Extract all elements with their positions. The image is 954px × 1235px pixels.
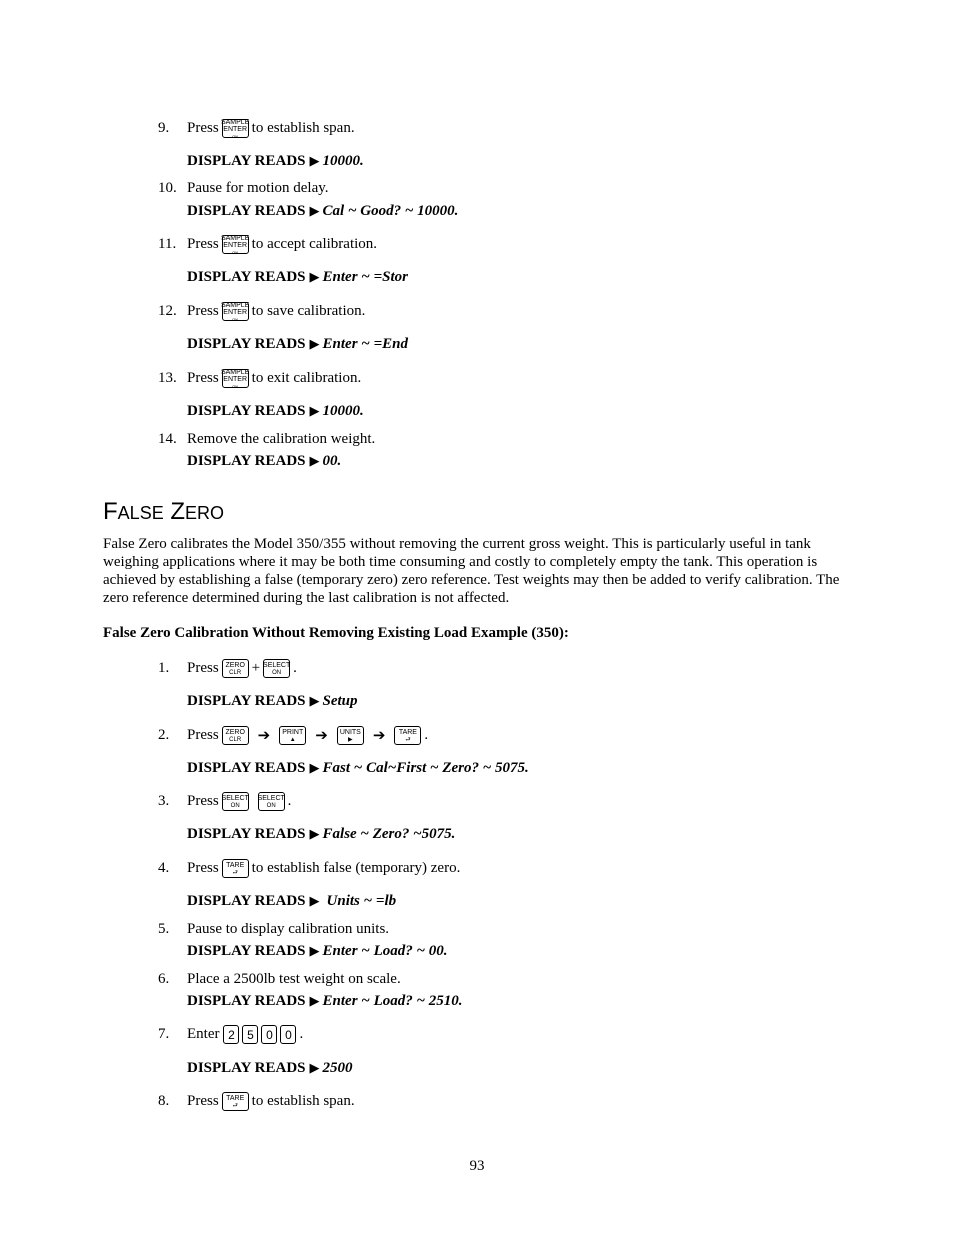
display-reads: DISPLAY READS ▶ Units ~ =lb (187, 893, 397, 909)
sample-enter-key-icon: SAMPLE ENTER ON (220, 234, 250, 255)
digit-key-icon: 2 (223, 1025, 239, 1044)
display-reads: DISPLAY READS ▶ Enter ~ =Stor (187, 269, 408, 285)
display-reads: DISPLAY READS ▶ False ~ Zero? ~5075. (187, 826, 456, 842)
display-reads: DISPLAY READS ▶ Enter ~ Load? ~ 00. (187, 943, 448, 959)
zero-clr-key-icon: ZERO CLR (222, 726, 249, 745)
right-arrow-icon: ➔ (315, 726, 328, 744)
sample-enter-key-icon: SAMPLE ENTER ON (220, 368, 250, 389)
select-on-key-icon: SELECT ON (263, 659, 290, 678)
tare-return-key-icon: TARE ⮐ (394, 726, 421, 745)
display-reads: DISPLAY READS ▶ Setup (187, 693, 358, 709)
display-reads: DISPLAY READS ▶ 2500 (187, 1060, 353, 1076)
display-reads: DISPLAY READS ▶ 10000. (187, 403, 364, 419)
step-text: Press (187, 120, 219, 136)
digit-key-icon: 5 (242, 1025, 258, 1044)
select-on-key-icon: SELECT ON (222, 792, 249, 811)
step-number: 9. (158, 120, 170, 136)
units-right-key-icon: UNITS ▶ (337, 726, 364, 745)
tare-return-key-icon: TARE ⮐ (222, 1092, 249, 1111)
section-heading: FALSE ZERO (103, 498, 225, 525)
digit-key-icon: 0 (280, 1025, 296, 1044)
example-subheading: False Zero Calibration Without Removing Existing Load Example (350): (103, 625, 569, 641)
right-arrow-icon: ➔ (372, 726, 386, 744)
tare-return-key-icon: TARE ⮐ (222, 859, 249, 878)
step-text: to establish span. (251, 120, 355, 136)
sample-enter-key-icon: SAMPLE ENTER ON (220, 118, 250, 139)
display-reads: DISPLAY READS ▶ Cal ~ Good? ~ 10000. (187, 203, 459, 219)
page-number: 93 (469, 1158, 485, 1174)
display-reads: DISPLAY READS ▶ Fast ~ Cal~First ~ Zero? ~ 5075. (187, 760, 529, 776)
select-on-key-icon: SELECT ON (258, 792, 285, 811)
display-reads: DISPLAY READS ▶ Enter ~ =End (187, 336, 408, 352)
zero-clr-key-icon: ZERO CLR (222, 659, 249, 678)
display-reads: DISPLAY READS ▶ Enter ~ Load? ~ 2510. (187, 993, 463, 1009)
display-reads: DISPLAY READS ▶ 00. (187, 453, 342, 469)
right-arrow-icon: ➔ (257, 726, 271, 744)
manual-page: 9. Press SAMPLE ENTER ON to establish span. DISPLAY READS ▶ 10000. 10. Pause for motion delay. DISPLAY READS ▶ Cal ~ Good? ~ 10000. 11. Press SAMPLE ENTER ON to accept calibration. DISPLAY READS ▶ Enter ~ =Stor 12. Press SAMPLE ENTER ON to save calibration. DISPLAY READS ▶ Enter ~ =End 13. Press SAMPLE ENTER ON to exit calibration. DISPLAY READS ▶ 10000. 14. Remove the calibration weight. DISPLAY READS ▶ 00. FALSE ZERO False Zero calibrates the Model 350/355 without removing the current gross weight. This is particularly useful in tank weighing applications where it may be both time consuming and costly to completely empty the tank. This operation is achieved by establishing a false (temporary zero) zero reference. Test weights may then be added to verify calibration. The zero reference determined during the last calibration is not affected. False Zero Calibration Without Removing Existing Load Example (350): 1. Press ZERO CLR + SELECT ON . DISPLAY READS ▶ Setup 2. Press ZERO CLR ➔ PRINT ▲ ➔ UNITS ▶ ➔ TARE ⮐ . DISPLAY READS ▶ Fast ~ Cal~First ~ Zero? ~ 5075. 3. Press SELECT ON SELECT ON . DISPLAY READS ▶ False ~ Zero? ~5075. 4. Press TARE ⮐ to establish false (temporary) zero. DISPLAY READS ▶ Units ~ =lb 5. Pause to display calibration units. DISPLAY READS ▶ Enter ~ Load? ~ 00. 6. Place a 2500lb test weight on scale. DISPLAY READS ▶ Enter ~ Load? ~ 2510. 7. Enter 2 5 0 0 . DISPLAY READS ▶ 2500 8. Press TARE ⮐ to establish span. 93 (0, 0, 954, 1235)
display-reads: DISPLAY READS ▶ 10000. (187, 153, 364, 169)
digit-key-icon: 0 (261, 1025, 277, 1044)
sample-enter-key-icon: SAMPLE ENTER ON (220, 301, 250, 322)
print-up-key-icon: PRINT ▲ (279, 726, 306, 745)
intro-paragraph: False Zero calibrates the Model 350/355 without removing the current gross weight. This is particularly useful in tank weighing applications where it may be both time consuming and costly to completely empty the tank. This operation is achieved by establishing a false (temporary zero) zero reference. Test weights may then be added to verify calibration. The zero reference determined during the last calibration is not affected. (103, 536, 840, 606)
